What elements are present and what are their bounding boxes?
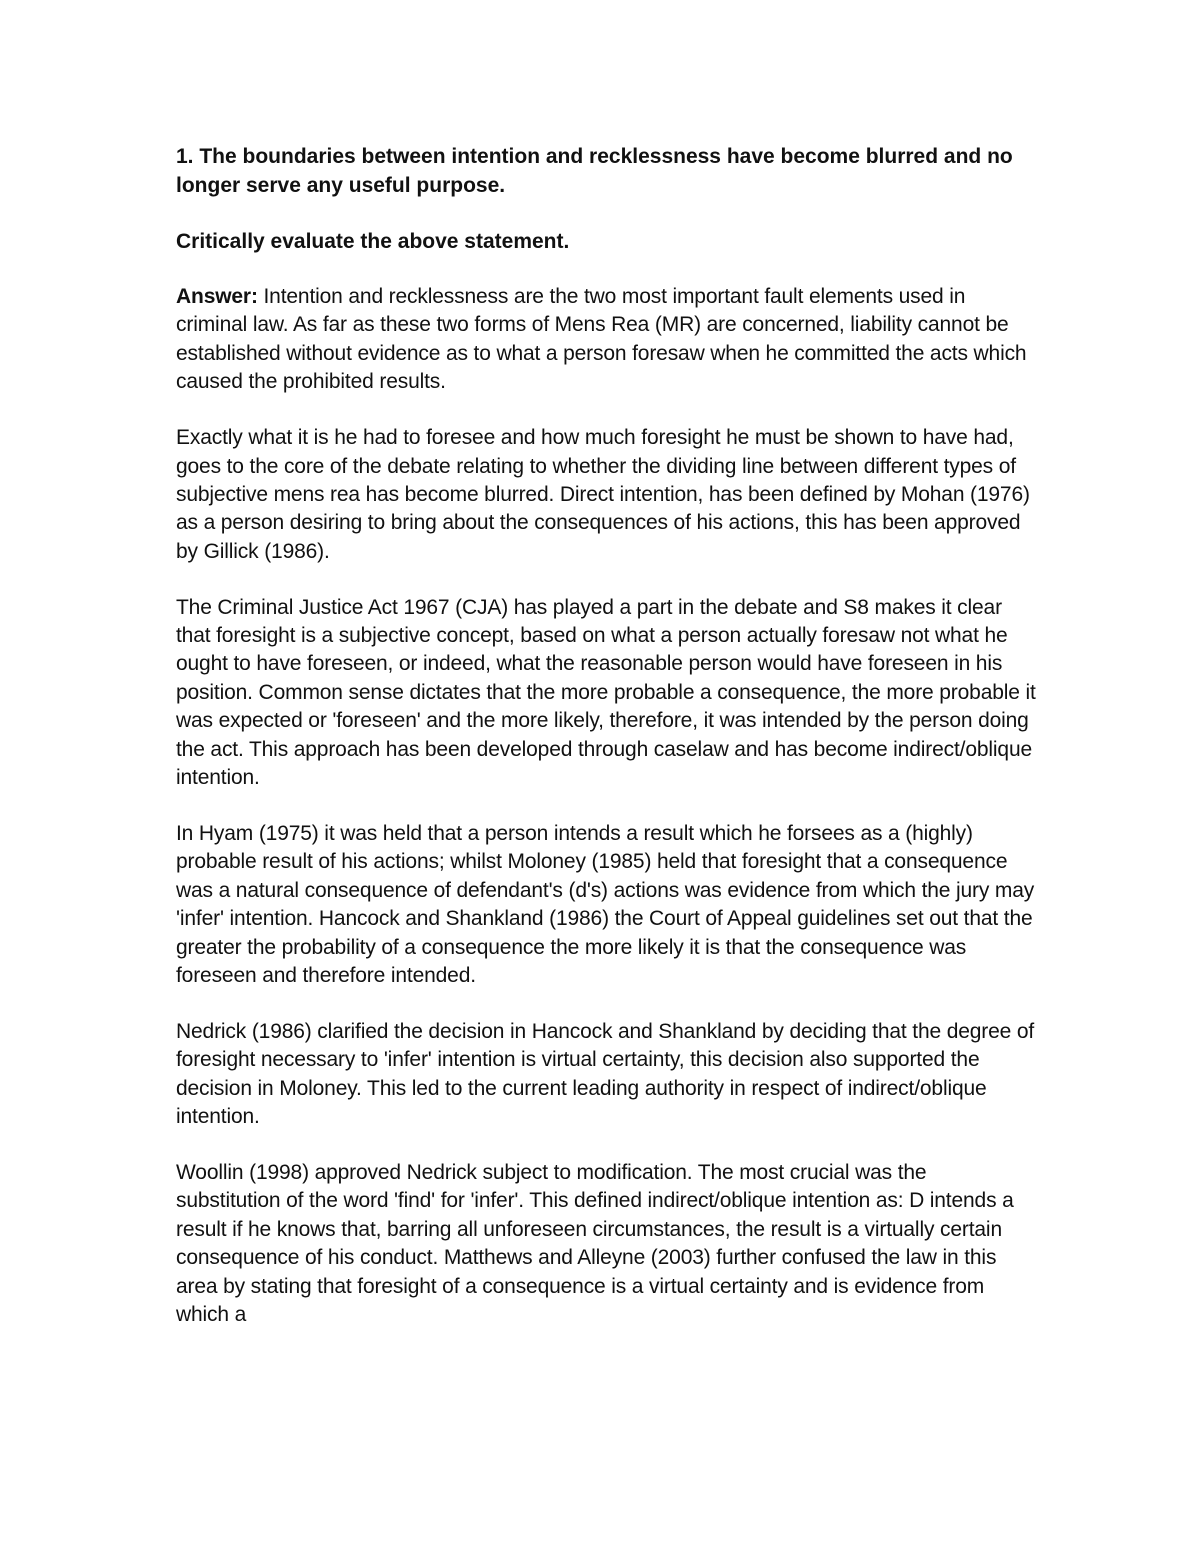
answer-label: Answer:	[176, 285, 258, 308]
answer-intro-text: Intention and recklessness are the two most important fault elements used in criminal law. As far as these two forms of Mens Rea (MR) are concerned, liability cannot be established without evidence as to what a person foresaw when he committed the acts which caused the prohibited results.	[176, 285, 1027, 394]
body-paragraph: In Hyam (1975) it was held that a person intends a result which he forsees as a (highly) probable result of his actions; whilst Moloney (1985) held that foresight that a consequence was a natural consequence of defendant's (d's) actions was evidence from which the jury may 'infer' intention. Hancock and Shankland (1986) the Court of Appeal guidelines set out that the greater the probability of a consequence the more likely it is that the consequence was foreseen and therefore intended.	[176, 822, 1035, 988]
body-paragraph: Nedrick (1986) clarified the decision in Hancock and Shankland by deciding that the degree of foresight necessary to 'infer' intention is virtual certainty, this decision also supported the decision in Moloney. This led to the current leading authority in respect of indirect/oblique intention.	[176, 1019, 1035, 1129]
document-page	[176, 142, 1036, 1357]
instruction-heading: Critically evaluate the above statement.	[176, 230, 570, 253]
body-paragraph: Exactly what it is he had to foresee and how much foresight he must be shown to have had, goes to the core of the debate relating to whether the dividing line between different types of subjective mens rea has become blurred. Direct intention, has been defined by Mohan (1976) as a person desiring to bring about the consequences of his actions, this has been approved by Gillick (1986).	[176, 426, 1030, 563]
body-paragraph: Woollin (1998) approved Nedrick subject to modification. The most crucial was the substitution of the word 'find' for 'infer'. This defined indirect/oblique intention as: D intends a result if he knows that, barring all unforeseen circumstances, the result is a virtually certain consequence of his conduct. Matthews and Alleyne (2003) further confused the law in this area by stating that foresight of a consequence is a virtual certainty and is evidence from which a	[176, 1161, 1014, 1327]
question-heading: 1. The boundaries between intention and recklessness have become blurred and no longer serve any useful purpose.	[176, 145, 1013, 197]
body-paragraph: The Criminal Justice Act 1967 (CJA) has played a part in the debate and S8 makes it clear that foresight is a subjective concept, based on what a person actually foresaw not what he ought to have foreseen, or indeed, what the reasonable person would have foreseen in his position. Common sense dictates that the more probable a consequence, the more probable it was expected or 'foreseen' and the more likely, therefore, it was intended by the person doing the act. This approach has been developed through caselaw and has become indirect/oblique intention.	[176, 595, 1036, 790]
answer-paragraph	[176, 283, 1036, 397]
